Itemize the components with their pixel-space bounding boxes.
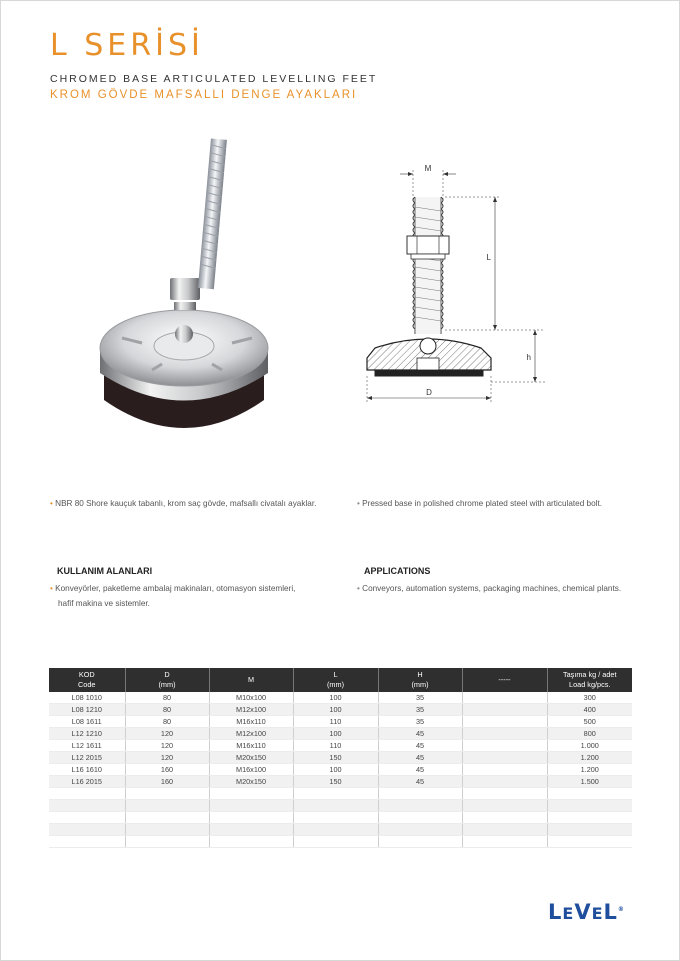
table-header-cell <box>547 668 632 692</box>
table-row <box>49 812 632 824</box>
bullet-dot: • <box>50 499 53 508</box>
table-cell <box>49 788 125 800</box>
table-cell: 45 <box>378 740 462 752</box>
table-cell <box>209 800 293 812</box>
table-cell: 100 <box>293 764 378 776</box>
table-cell <box>125 824 209 836</box>
table-cell: 110 <box>293 716 378 728</box>
table-cell: L12 1210 <box>49 728 125 740</box>
table-header-line1: ----- <box>498 675 511 684</box>
table-cell: M10x100 <box>209 692 293 704</box>
table-cell <box>293 812 378 824</box>
table-cell: 150 <box>293 776 378 788</box>
table-cell: L08 1611 <box>49 716 125 728</box>
table-cell: M16x100 <box>209 764 293 776</box>
table-cell: L16 1610 <box>49 764 125 776</box>
usage-heading-en: APPLICATIONS <box>364 566 431 576</box>
table-cell <box>293 824 378 836</box>
table-cell: 160 <box>125 776 209 788</box>
table-row <box>49 716 632 728</box>
table-cell <box>462 716 547 728</box>
table-cell <box>49 824 125 836</box>
bullet-dot: • <box>50 584 53 593</box>
table-cell <box>462 836 547 848</box>
description-en-text: Pressed base in polished chrome plated steel with articulated bolt. <box>362 499 603 508</box>
table-cell: 120 <box>125 740 209 752</box>
table-cell: L08 1210 <box>49 704 125 716</box>
usage-en <box>357 581 621 596</box>
table-cell: M12x100 <box>209 728 293 740</box>
table-row <box>49 800 632 812</box>
table-cell: 45 <box>378 764 462 776</box>
table-cell <box>547 788 632 800</box>
table-cell: M12x100 <box>209 704 293 716</box>
table-cell <box>378 800 462 812</box>
table-cell <box>125 788 209 800</box>
table-cell <box>462 740 547 752</box>
drawing-label-d: D <box>426 388 432 397</box>
table-cell: 120 <box>125 728 209 740</box>
subtitle-turkish: KROM GÖVDE MAFSALLI DENGE AYAKLARI <box>50 89 358 101</box>
usage-tr <box>50 581 295 611</box>
table-header-line2: (mm) <box>411 680 429 689</box>
table-row <box>49 740 632 752</box>
table-header-line2: Load kg/pcs. <box>569 680 611 689</box>
page-title: L SERİSİ <box>50 28 204 63</box>
table-cell: L08 1010 <box>49 692 125 704</box>
table-header-cell <box>378 668 462 692</box>
table-row <box>49 764 632 776</box>
table-row <box>49 824 632 836</box>
drawing-label-l: L <box>486 253 491 262</box>
table-cell: 100 <box>293 704 378 716</box>
table-cell <box>462 824 547 836</box>
table-cell <box>462 752 547 764</box>
table-header-row <box>49 668 632 692</box>
table-cell <box>293 800 378 812</box>
subtitle-english: CHROMED BASE ARTICULATED LEVELLING FEET <box>50 73 378 85</box>
bullet-dot: • <box>357 584 360 593</box>
table-cell: 1.500 <box>547 776 632 788</box>
table-cell <box>209 788 293 800</box>
table-cell: 45 <box>378 728 462 740</box>
table-cell: L16 2015 <box>49 776 125 788</box>
table-cell <box>209 836 293 848</box>
table-header-cell <box>125 668 209 692</box>
table-cell: 35 <box>378 716 462 728</box>
spec-table <box>49 668 632 848</box>
table-header-line1: M <box>247 675 255 684</box>
table-header-cell <box>209 668 293 692</box>
table-cell <box>462 704 547 716</box>
table-cell: 1.200 <box>547 752 632 764</box>
table-cell <box>378 824 462 836</box>
table-header-line1: H <box>417 670 423 679</box>
table-header-cell <box>293 668 378 692</box>
description-tr-text: NBR 80 Shore kauçuk tabanlı, krom saç gövde, mafsallı civatalı ayaklar. <box>55 499 317 508</box>
table-cell: 1.000 <box>547 740 632 752</box>
table-cell: 100 <box>293 728 378 740</box>
table-header-line2: (mm) <box>326 680 345 689</box>
table-cell <box>49 812 125 824</box>
table-body <box>49 692 632 848</box>
usage-tr-line1: Konveyörler, paketleme ambalaj makinaları, otomasyon sistemleri, <box>55 584 296 593</box>
table-cell: 300 <box>547 692 632 704</box>
table-cell: 110 <box>293 740 378 752</box>
table-header-cell <box>49 668 125 692</box>
table-cell: 1.200 <box>547 764 632 776</box>
table-cell <box>209 812 293 824</box>
table-header-line1: D <box>164 670 170 679</box>
description-en <box>357 496 602 511</box>
product-photo <box>92 138 276 438</box>
table-row <box>49 836 632 848</box>
table-cell: M20x150 <box>209 752 293 764</box>
table-cell <box>462 800 547 812</box>
table-cell <box>547 812 632 824</box>
table-cell: 160 <box>125 764 209 776</box>
table-cell: L12 2015 <box>49 752 125 764</box>
table-cell <box>125 836 209 848</box>
table-cell <box>293 788 378 800</box>
table-header-line1: Taşıma kg / adet <box>562 670 617 679</box>
table-cell <box>378 788 462 800</box>
table-cell: M16x110 <box>209 716 293 728</box>
table-cell <box>49 836 125 848</box>
table-cell <box>462 764 547 776</box>
table-cell <box>378 836 462 848</box>
table-cell <box>462 812 547 824</box>
table-cell: 35 <box>378 704 462 716</box>
table-cell: 400 <box>547 704 632 716</box>
table-cell: 100 <box>293 692 378 704</box>
table-cell <box>462 728 547 740</box>
table-row <box>49 704 632 716</box>
technical-drawing <box>355 162 555 412</box>
table-cell: M20x150 <box>209 776 293 788</box>
table-cell: 35 <box>378 692 462 704</box>
table-cell: L12 1611 <box>49 740 125 752</box>
table-cell <box>462 692 547 704</box>
table-row <box>49 788 632 800</box>
usage-heading-tr: KULLANIM ALANLARI <box>57 566 153 576</box>
level-logo: LEVEL® <box>548 900 625 924</box>
table-row <box>49 752 632 764</box>
table-cell <box>125 812 209 824</box>
table-cell: 80 <box>125 692 209 704</box>
table-cell <box>462 788 547 800</box>
table-cell: 80 <box>125 704 209 716</box>
table-cell <box>462 776 547 788</box>
table-row <box>49 776 632 788</box>
drawing-label-m: M <box>424 164 432 173</box>
bullet-dot: • <box>357 499 360 508</box>
table-cell: M16x110 <box>209 740 293 752</box>
table-row <box>49 692 632 704</box>
table-row <box>49 728 632 740</box>
table-cell: 120 <box>125 752 209 764</box>
table-cell: 150 <box>293 752 378 764</box>
table-cell <box>378 812 462 824</box>
table-cell <box>547 800 632 812</box>
table-cell <box>49 800 125 812</box>
usage-tr-line2: hafif makina ve sistemler. <box>58 599 150 608</box>
table-cell <box>293 836 378 848</box>
table-cell <box>547 824 632 836</box>
table-cell: 500 <box>547 716 632 728</box>
table-header-line1: KOD <box>78 670 95 679</box>
table-header-cell <box>462 668 547 692</box>
table-header-line2: (mm) <box>158 680 176 689</box>
drawing-label-h: h <box>526 353 531 362</box>
table-cell <box>547 836 632 848</box>
table-cell: 800 <box>547 728 632 740</box>
table-header-line2: Code <box>78 680 96 689</box>
description-tr <box>50 496 316 511</box>
usage-en-text: Conveyors, automation systems, packaging machines, chemical plants. <box>362 584 622 593</box>
table-header-line1: L <box>333 670 338 679</box>
table-cell: 45 <box>378 776 462 788</box>
table-cell: 80 <box>125 716 209 728</box>
table-cell: 45 <box>378 752 462 764</box>
table-cell <box>209 824 293 836</box>
table-cell <box>125 800 209 812</box>
